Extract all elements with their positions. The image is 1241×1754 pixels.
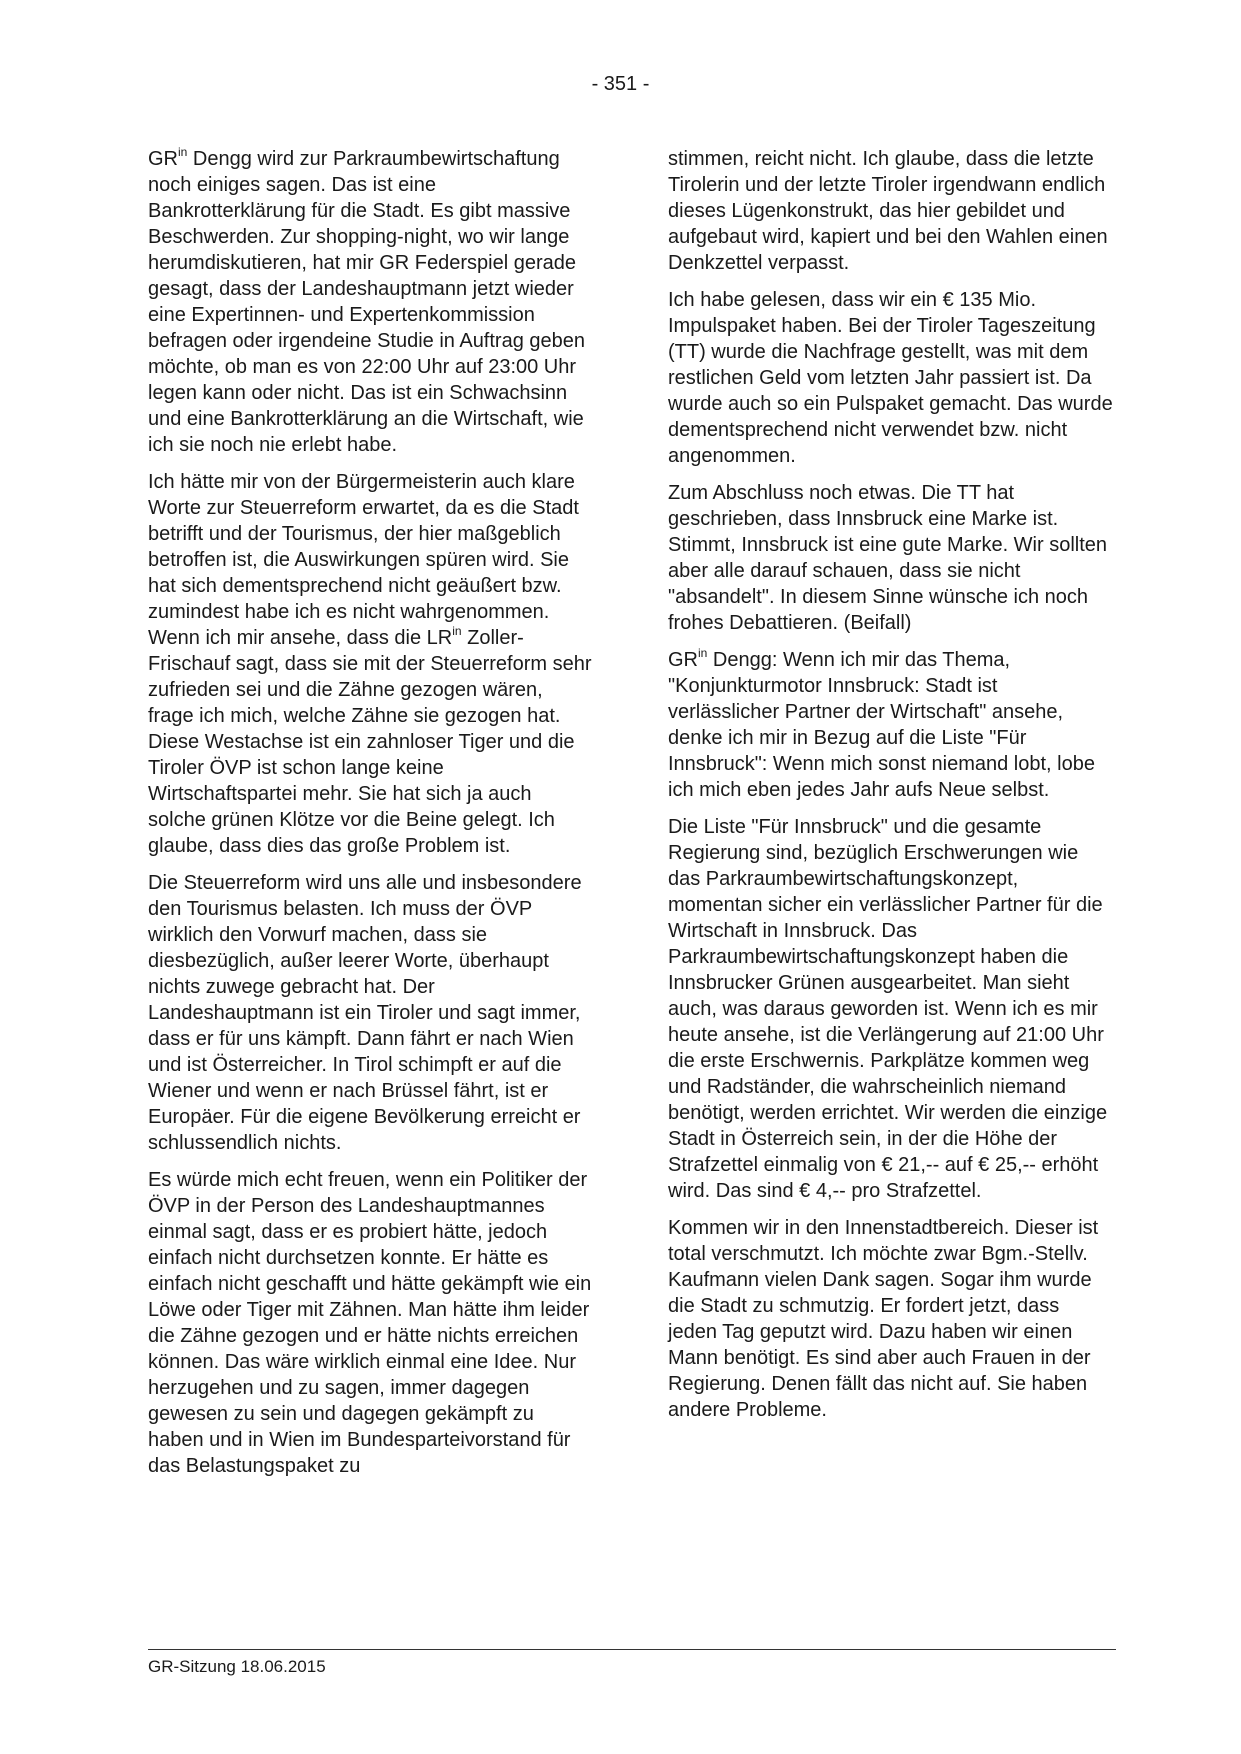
paragraph-text: Ich hätte mir von der Bürgermeisterin auch klare Worte zur Steuerreform erwartet, da es die Stadt betrifft und der Tourismus, der hier maßgeblich betroffen ist, die Auswirkungen spüren wird. Sie hat sich dementsprechend nicht geäußert bzw. zumindest habe ich es nicht wahrgenommen. Wenn ich mir ansehe, dass die LR [148,471,579,649]
page-number: - 351 - [591,73,650,95]
speaker-title: GR [148,148,178,170]
superscript: in [178,145,188,159]
footer-session-date: GR-Sitzung 18.06.2015 [148,1657,326,1676]
paragraph: Es würde mich echt freuen, wenn ein Politiker der ÖVP in der Person des Landeshauptmannes einmal sagt, dass er es probiert hätte, jedoch einfach nicht durchsetzen konnte. Er hätte es einfach nicht geschafft und hätte gekämpft wie ein Löwe oder Tiger mit Zähnen. Man hätte ihm leider die Zähne gezogen und er hätte nichts erreichen können. Das wäre wirklich einmal eine Idee. Nur herzugehen und zu sagen, immer dagegen gewesen zu sein und dagegen gekämpft zu haben und in Wien im Bundesparteivorstand für das Belastungspaket zu [148,1169,592,1477]
superscript: in [698,646,708,660]
paragraph: Kommen wir in den Innenstadtbereich. Dieser ist total verschmutzt. Ich möchte zwar Bgm.-Stellv. Kaufmann vielen Dank sagen. Sogar ihm wurde die Stadt zu schmutzig. Er fordert jetzt, dass jeden Tag geputzt wird. Dazu haben wir einen Mann benötigt. Es sind aber auch Frauen in der Regierung. Denen fällt das nicht auf. Sie haben andere Probleme. [668,1217,1099,1421]
paragraph-text: Dengg: Wenn ich mir das Thema, "Konjunkturmotor Innsbruck: Stadt ist verlässlicher Partner der Wirtschaft" ansehe, denke ich mir in Bezug auf die Liste "Für Innsbruck": Wenn mich sonst niemand lobt, lobe ich mich eben jedes Jahr aufs Neue selbst. [668,649,1095,801]
paragraph-text: Dengg wird zur Parkraumbewirtschaftung noch einiges sagen. Das ist eine Bankrotterklärung für die Stadt. Es gibt massive Beschwerden. Zur shopping-night, wo wir lange herumdiskutieren, hat mir GR Federspiel gerade gesagt, dass der Landeshauptmann jetzt wieder eine Expertinnen- und Expertenkommission befragen oder irgendeine Studie in Auftrag geben möchte, ob man es von 22:00 Uhr auf 23:00 Uhr legen kann oder nicht. Das ist ein Schwachsinn und eine Bankrotterklärung an die Wirtschaft, wie ich sie noch nie erlebt habe. [148,148,586,456]
right-column [668,146,1113,1434]
paragraph: Zum Abschluss noch etwas. Die TT hat geschrieben, dass Innsbruck eine Marke ist. Stimmt, Innsbruck ist eine gute Marke. Wir sollten aber alle darauf schauen, dass sie nicht "absandelt". In diesem Sinne wünsche ich noch frohes Debattieren. (Beifall) [668,482,1108,634]
paragraph [148,469,593,859]
speaker-title: GR [668,649,698,671]
superscript: in [452,624,462,638]
paragraph: Ich habe gelesen, dass wir ein € 135 Mio. Impulspaket haben. Bei der Tiroler Tageszeitung (TT) wurde die Nachfrage gestellt, was mit dem restlichen Geld vom letzten Jahr passiert ist. Da wurde auch so ein Pulspaket gemacht. Das wurde dementsprechend nicht verwendet bzw. nicht angenommen. [668,289,1113,467]
paragraph [148,146,593,458]
left-column [148,146,593,1490]
paragraph: Die Liste "Für Innsbruck" und die gesamte Regierung sind, bezüglich Erschwerungen wie das Parkraumbewirtschaftungskonzept, momentan sicher ein verlässlicher Partner für die Wirtschaft in Innsbruck. Das Parkraumbewirtschaftungskonzept haben die Innsbrucker Grünen ausgearbeitet. Man sieht auch, was daraus geworden ist. Wenn ich es mir heute ansehe, ist die Verlängerung auf 21:00 Uhr die erste Erschwernis. Parkplätze kommen weg und Radständer, die wahrscheinlich niemand benötigt, werden errichtet. Wir werden die einzige Stadt in Österreich sein, in der die Höhe der Strafzettel einmalig von € 21,-- auf € 25,-- erhöht wird. Das sind € 4,-- pro Strafzettel. [668,816,1108,1202]
footer-divider [148,1649,1116,1650]
paragraph: stimmen, reicht nicht. Ich glaube, dass die letzte Tirolerin und der letzte Tiroler irgendwann endlich dieses Lügenkonstrukt, das hier gebildet und aufgebaut wird, kapiert und bei den Wahlen einen Denkzettel verpasst. [668,148,1108,274]
paragraph [668,647,1113,803]
paragraph-text: Zoller-Frischauf sagt, dass sie mit der Steuerreform sehr zufrieden sei und die Zähne gezogen wären, frage ich mich, welche Zähne sie gezogen hat. Diese Westachse ist ein zahnloser Tiger und die Tiroler ÖVP ist schon lange keine Wirtschaftspartei mehr. Sie hat sich ja auch solche grünen Klötze vor die Beine gelegt. Ich glaube, dass dies das große Problem ist. [148,627,592,857]
paragraph: Die Steuerreform wird uns alle und insbesondere den Tourismus belasten. Ich muss der ÖVP wirklich den Vorwurf machen, dass sie diesbezüglich, außer leerer Worte, überhaupt nichts zuwege gebracht hat. Der Landeshauptmann ist ein Tiroler und sagt immer, dass er für uns kämpft. Dann fährt er nach Wien und ist Österreicher. In Tirol schimpft er auf die Wiener und wenn er nach Brüssel fährt, ist er Europäer. Für die eigene Bevölkerung erreicht er schlussendlich nichts. [148,872,582,1154]
